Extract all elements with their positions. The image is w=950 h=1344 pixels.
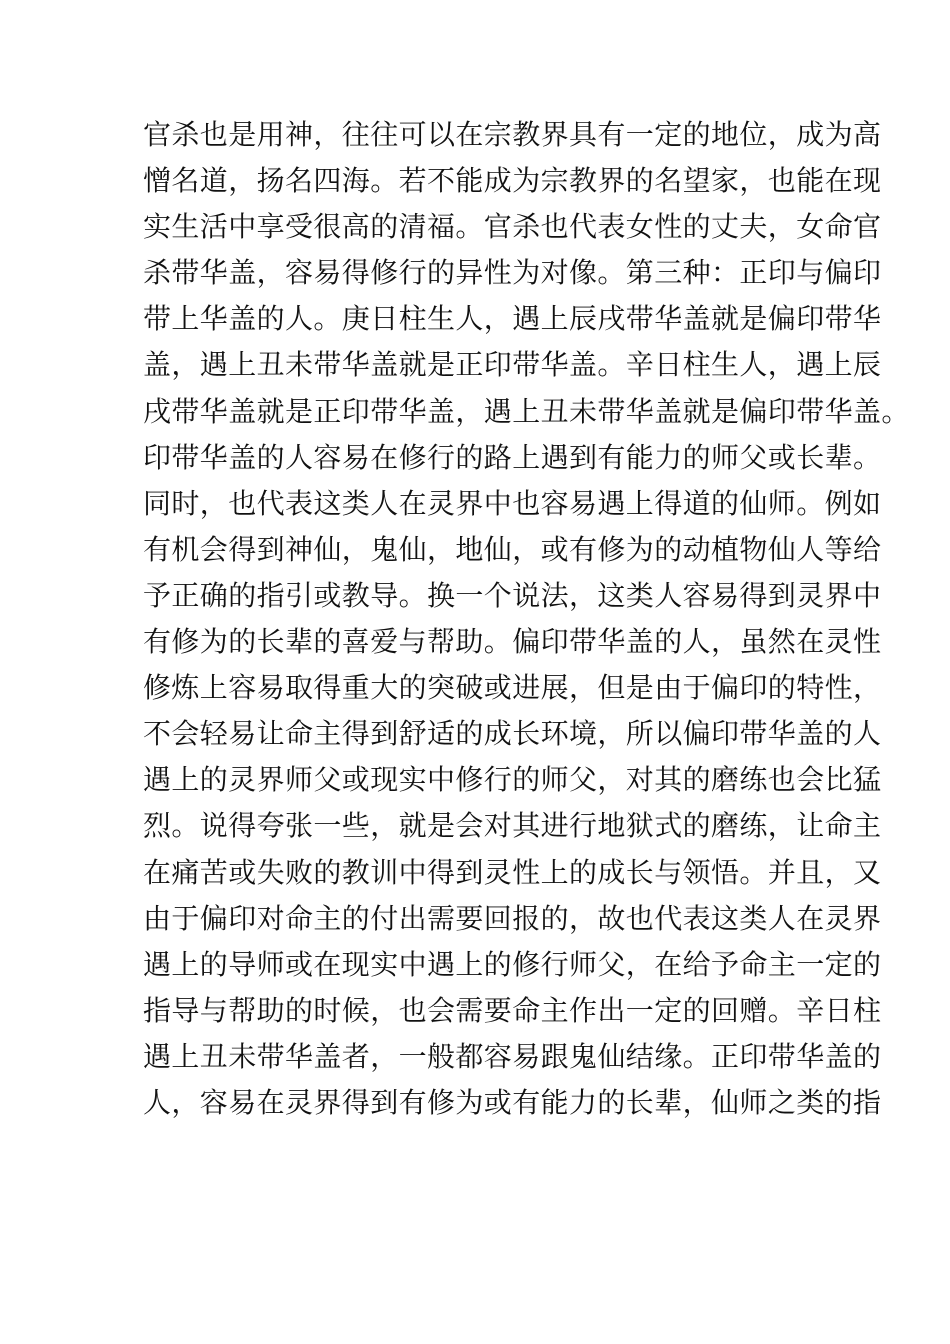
text-line: 印带华盖的人容易在修行的路上遇到有能力的师父或长辈。 <box>143 440 882 474</box>
text-line: 烈。说得夸张一些，就是会对其进行地狱式的磨练，让命主 <box>143 809 882 843</box>
text-line: 杀带华盖，容易得修行的异性为对像。第三种：正印与偏印 <box>143 256 882 290</box>
text-line: 修炼上容易取得重大的突破或进展，但是由于偏印的特性， <box>143 671 882 705</box>
text-line: 遇上的灵界师父或现实中修行的师父，对其的磨练也会比猛 <box>143 763 882 797</box>
text-line: 不会轻易让命主得到舒适的成长环境，所以偏印带华盖的人 <box>143 717 882 751</box>
text-line: 戌带华盖就是正印带华盖，遇上丑未带华盖就是偏印带华盖。 <box>143 394 910 428</box>
text-line: 带上华盖的人。庚日柱生人，遇上辰戌带华盖就是偏印带华 <box>143 302 882 336</box>
text-line: 遇上的导师或在现实中遇上的修行师父，在给予命主一定的 <box>143 947 882 981</box>
text-line: 官杀也是用神，往往可以在宗教界具有一定的地位，成为高 <box>143 118 882 151</box>
text-line: 有修为的长辈的喜爱与帮助。偏印带华盖的人，虽然在灵性 <box>143 625 882 659</box>
body-text <box>143 112 910 1126</box>
text-line: 实生活中享受很高的清福。官杀也代表女性的丈夫，女命官 <box>143 210 882 244</box>
text-line: 盖，遇上丑未带华盖就是正印带华盖。辛日柱生人，遇上辰 <box>143 348 882 382</box>
text-line: 在痛苦或失败的教训中得到灵性上的成长与领悟。并且，又 <box>143 855 882 889</box>
text-line: 予正确的指引或教导。换一个说法，这类人容易得到灵界中 <box>143 578 882 612</box>
text-line: 人，容易在灵界得到有修为或有能力的长辈，仙师之类的指 <box>143 1085 882 1119</box>
text-line: 遇上丑未带华盖者，一般都容易跟鬼仙结缘。正印带华盖的 <box>143 1039 882 1073</box>
text-line: 憎名道，扬名四海。若不能成为宗教界的名望家，也能在现 <box>143 164 882 198</box>
text-line: 同时，也代表这类人在灵界中也容易遇上得道的仙师。例如 <box>143 486 882 520</box>
text-line: 有机会得到神仙，鬼仙，地仙，或有修为的动植物仙人等给 <box>143 532 882 566</box>
text-line: 指导与帮助的时候，也会需要命主作出一定的回赠。辛日柱 <box>143 993 882 1027</box>
text-line: 由于偏印对命主的付出需要回报的，故也代表这类人在灵界 <box>143 901 882 935</box>
